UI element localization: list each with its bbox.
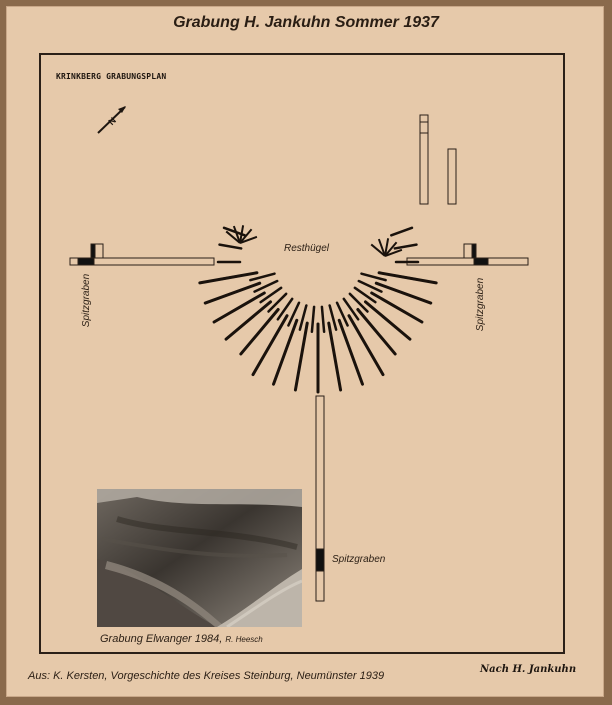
radial-trench: [231, 301, 250, 312]
radial-trench: [253, 316, 287, 375]
photo-caption-text: Grabung Elwanger 1984,: [100, 633, 223, 645]
radial-trench: [365, 302, 409, 339]
source-citation: Aus: K. Kersten, Vorgeschichte des Kreises Steinburg, Neumünster 1939: [28, 670, 385, 682]
radial-trench: [322, 307, 324, 332]
trench-bottom: [316, 396, 324, 601]
radial-trench: [391, 289, 412, 297]
ditch-label-left: Spitzgraben: [81, 273, 93, 328]
north-arrow-icon: [98, 106, 126, 133]
radial-trench: [329, 323, 341, 390]
radial-trench: [339, 320, 362, 384]
radial-trench: [386, 301, 405, 312]
plan-heading: KRINKBERG GRABUNGSPLAN: [56, 72, 167, 81]
north-arrow-label: N: [106, 115, 119, 128]
radial-trench: [358, 309, 395, 353]
ditch-label-bottom: Spitzgraben: [332, 554, 386, 565]
trench-right: [407, 244, 528, 265]
photo-credit: R. Heesch: [225, 635, 263, 644]
radial-trench: [349, 316, 383, 375]
radial-trench: [226, 302, 270, 339]
radial-trench: [312, 307, 314, 332]
signature: Nach H. Jankuhn: [480, 664, 577, 675]
trench-left: [70, 244, 214, 265]
radial-trench: [395, 245, 417, 249]
radial-trench: [220, 245, 242, 249]
photo-caption: [100, 633, 263, 645]
radial-trench: [391, 228, 412, 236]
radial-trench: [295, 323, 307, 390]
excavation-photo: [97, 489, 302, 627]
mound-label: Resthügel: [284, 243, 330, 254]
radial-trench: [241, 309, 278, 353]
radial-trench: [224, 289, 245, 297]
radial-trench: [274, 320, 297, 384]
page-title: Grabung H. Jankuhn Sommer 1937: [173, 14, 439, 31]
trench-upper-right: [420, 115, 456, 204]
ditch-label-right: Spitzgraben: [475, 277, 487, 332]
